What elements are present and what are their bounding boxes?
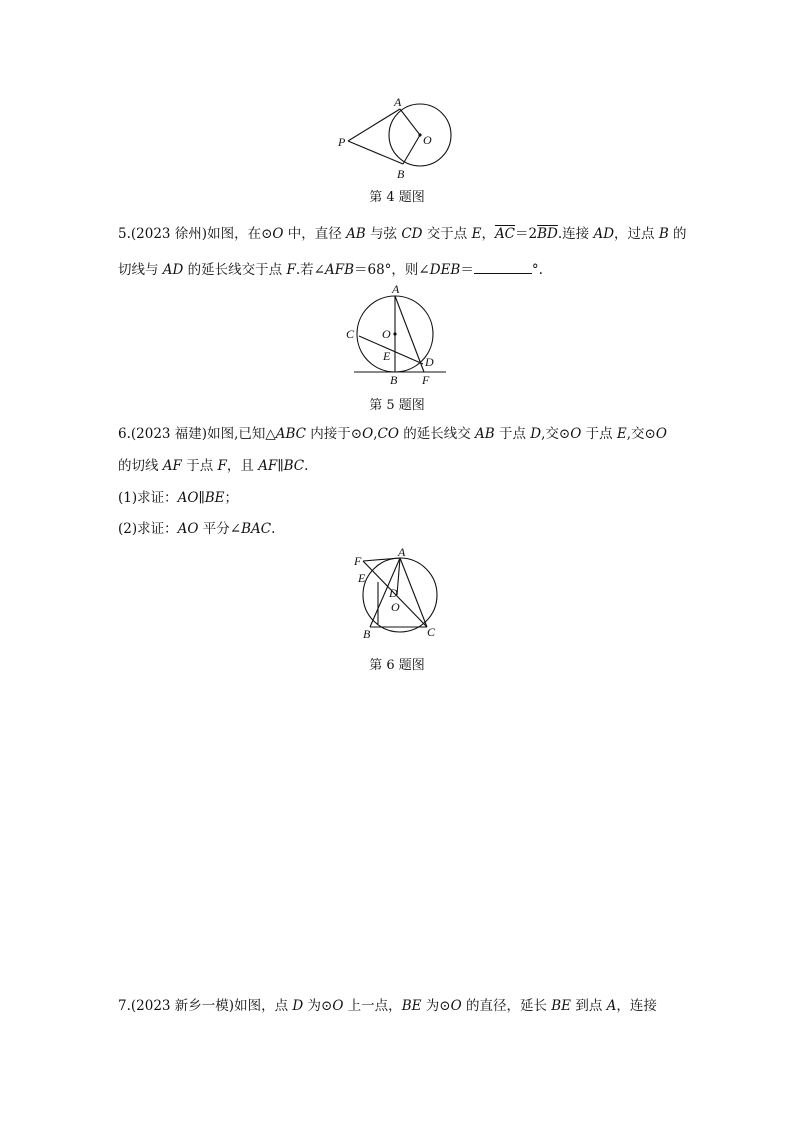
question-5-line-2: 切线与 AD 的延长线交于点 F.若∠AFB＝68°，则∠DEB＝ °.: [118, 259, 543, 280]
fig4-label-p: P: [338, 135, 346, 149]
figure-6-caption: 第 6 题图: [369, 658, 425, 673]
fig4-label-o: O: [423, 133, 432, 147]
fig5-label-a: A: [392, 282, 400, 296]
fig6-label-d: D: [389, 586, 398, 600]
figure-4-caption: 第 4 题图: [369, 190, 425, 205]
question-6-part-2: (2)求证：AO 平分∠BAC.: [118, 521, 276, 537]
arc-ac: $\overline{AC}$: [494, 226, 516, 242]
question-5-line-1: 5.(2023 徐州)如图，在⊙O 中，直径 AB 与弦 CD 交于点 E，$\overline{AC}=2\overline{BD}$.连接 AD，过点 B 的: [118, 226, 687, 242]
fig5-label-d: D: [425, 355, 434, 369]
fig6-label-e: E: [358, 571, 366, 585]
arc-bd: $\overline{BD}$: [537, 226, 558, 242]
fig6-label-a: A: [398, 545, 406, 559]
fig5-label-b: B: [390, 373, 398, 387]
answer-blank[interactable]: [474, 259, 532, 274]
fig5-label-c: C: [346, 327, 355, 341]
question-6-line-1: 6.(2023 福建)如图,已知△ABC 内接于⊙O,CO 的延长线交 AB 于点 D,交⊙O 于点 E,交⊙O: [118, 426, 667, 442]
figure-6: [345, 545, 450, 645]
question-6-part-1: (1)求证：AO∥BE；: [118, 490, 238, 506]
figure-5-diagram: [340, 280, 455, 388]
fig6-label-o: O: [391, 600, 400, 614]
question-7-line-1: 7.(2023 新乡一模)如图，点 D 为⊙O 上一点，BE 为⊙O 的直径，延长 BE 到点 A，连接: [118, 998, 657, 1014]
fig5-label-f: F: [422, 373, 430, 387]
figure-5: [340, 280, 455, 388]
fig4-label-b: B: [397, 167, 405, 181]
figure-6-diagram: [345, 545, 450, 645]
figure-4: [330, 92, 465, 184]
figure-5-caption: 第 5 题图: [369, 398, 425, 413]
question-6-line-2: 的切线 AF 于点 F，且 AF∥BC.: [118, 458, 309, 474]
fig6-label-b: B: [363, 627, 371, 641]
fig6-label-f: F: [354, 554, 362, 568]
fig5-label-e: E: [383, 349, 391, 363]
fig4-label-a: A: [394, 95, 402, 109]
fig5-label-o: O: [382, 327, 391, 341]
fig6-label-c: C: [427, 625, 436, 639]
figure-4-diagram: [330, 92, 465, 184]
